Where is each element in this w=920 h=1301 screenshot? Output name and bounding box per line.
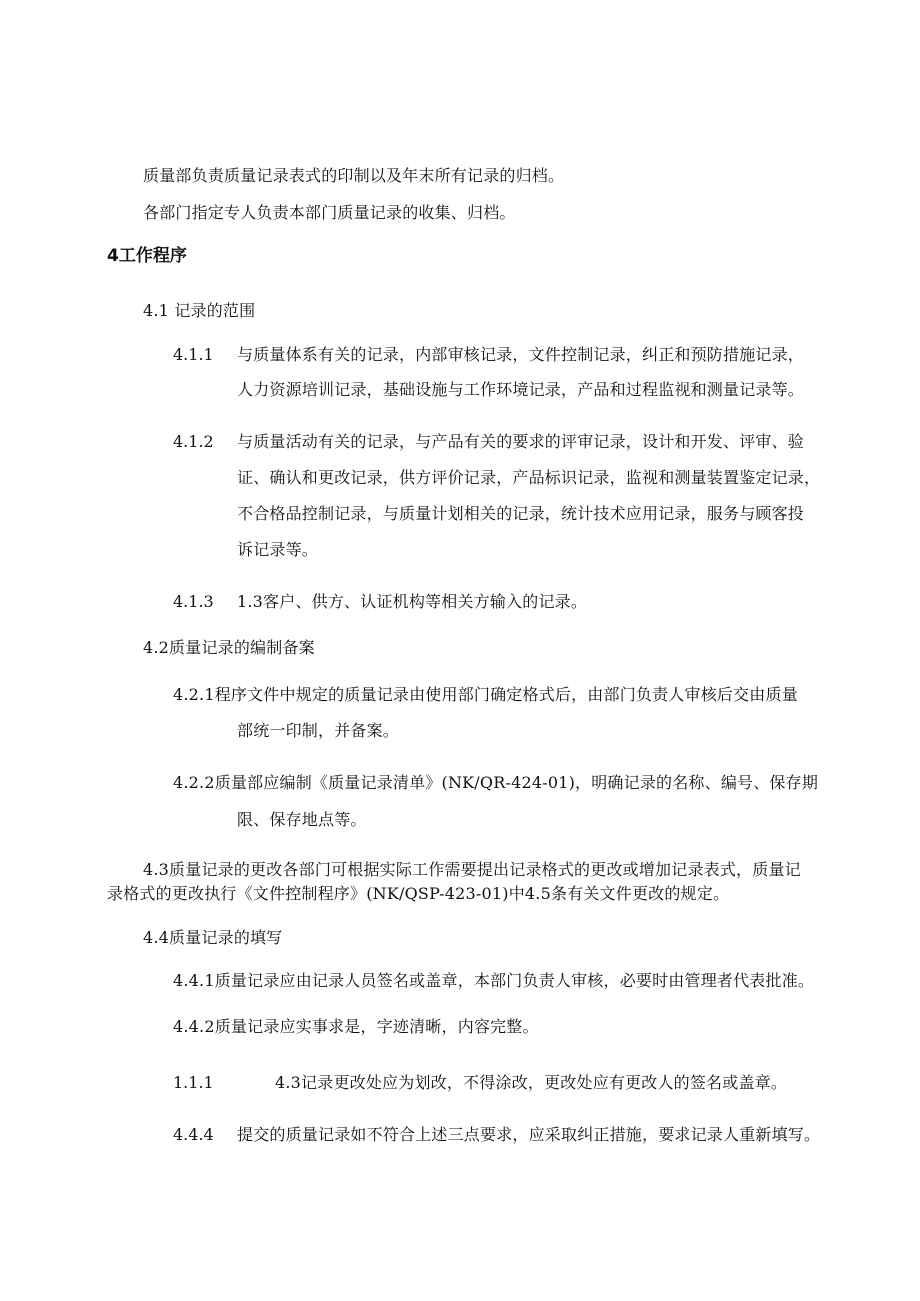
item-4-1-1-number: 4.1.1 xyxy=(173,345,214,364)
item-4-1-1-line-2: 人力资源培训记录，基础设施与工作环境记录，产品和过程监视和测量记录等。 xyxy=(237,380,805,399)
item-4-1-3-number: 4.1.3 xyxy=(173,592,214,611)
item-4-2-1-line-1: 4.2.1程序文件中规定的质量记录由使用部门确定格式后，由部门负责人审核后交由质量 xyxy=(173,685,798,704)
item-4-1-2-line-1: 与质量活动有关的记录，与产品有关的要求的评审记录，设计和开发、评审、验 xyxy=(237,432,805,451)
section-4-3-line-2: 录格式的更改执行《文件控制程序》(NK/QSP-423-01)中4.5条有关文件更改的规定。 xyxy=(107,884,730,903)
section-4-1-title: 4.1 记录的范围 xyxy=(143,301,256,320)
section-4-4-title: 4.4质量记录的填写 xyxy=(143,928,283,947)
item-4-2-2-line-1: 4.2.2质量部应编制《质量记录清单》(NK/QR-424-01)，明确记录的名称、编号、保存期 xyxy=(173,773,819,792)
item-4-1-2-line-4: 诉记录等。 xyxy=(237,540,319,559)
item-4-1-2-line-3: 不合格品控制记录，与质量计划相关的记录，统计技术应用记录，服务与顾客投 xyxy=(237,504,805,523)
item-4-4-1: 4.4.1质量记录应由记录人员签名或盖章，本部门负责人审核，必要时由管理者代表批准。 xyxy=(173,971,815,990)
intro-line-2: 各部门指定专人负责本部门质量记录的收集、归档。 xyxy=(143,203,516,222)
section-4-heading: 4工作程序 xyxy=(107,246,187,266)
item-4-2-1-line-2: 部统一印制，并备案。 xyxy=(237,721,400,740)
item-4-1-1-line-1: 与质量体系有关的记录，内部审核记录，文件控制记录，纠正和预防措施记录， xyxy=(237,345,805,364)
item-1-1-1-text: 4.3记录更改处应为划改，不得涂改，更改处应有更改人的签名或盖章。 xyxy=(275,1073,788,1092)
item-4-2-2-line-2: 限、保存地点等。 xyxy=(237,810,367,829)
item-4-1-2-line-2: 证、确认和更改记录，供方评价记录，产品标识记录，监视和测量装置鉴定记录， xyxy=(237,468,821,487)
item-4-4-4-text: 提交的质量记录如不符合上述三点要求，应采取纠正措施，要求记录人重新填写。 xyxy=(237,1125,821,1144)
section-4-2-title: 4.2质量记录的编制备案 xyxy=(143,638,315,657)
item-4-4-4-number: 4.4.4 xyxy=(173,1125,214,1144)
item-4-1-3-text: 1.3客户、供方、认证机构等相关方输入的记录。 xyxy=(237,592,588,611)
item-4-4-2: 4.4.2质量记录应实事求是，字迹清晰，内容完整。 xyxy=(173,1017,539,1036)
section-4-3-line-1: 4.3质量记录的更改各部门可根据实际工作需要提出记录格式的更改或增加记录表式，质量记 xyxy=(143,860,801,879)
intro-line-1: 质量部负责质量记录表式的印制以及年末所有记录的归档。 xyxy=(143,166,565,185)
item-1-1-1-number: 1.1.1 xyxy=(173,1073,214,1092)
item-4-1-2-number: 4.1.2 xyxy=(173,432,214,451)
